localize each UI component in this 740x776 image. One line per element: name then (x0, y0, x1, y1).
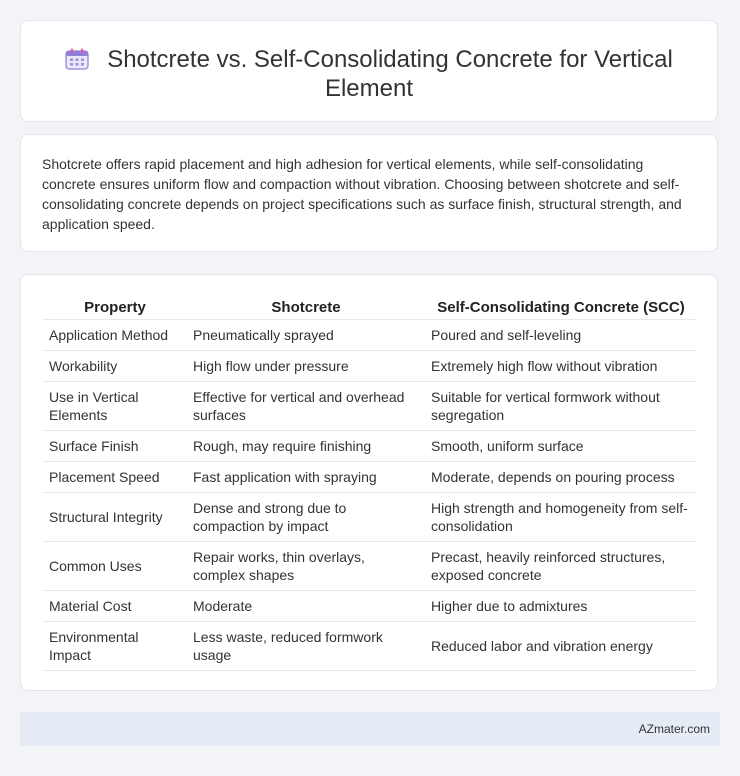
row-shotcrete: High flow under pressure (187, 351, 425, 382)
table-row (43, 462, 697, 493)
row-shotcrete: Less waste, reduced formwork usage (187, 622, 425, 671)
calendar-icon (65, 48, 89, 70)
row-scc: Reduced labor and vibration energy (425, 622, 697, 671)
intro-card (20, 134, 718, 252)
page-title: Shotcrete vs. Self-Consolidating Concrete for Vertical Element (107, 46, 673, 102)
row-shotcrete: Effective for vertical and overhead surfaces (187, 382, 425, 431)
table-header-row (43, 295, 697, 320)
row-scc: Smooth, uniform surface (425, 431, 697, 462)
row-scc: Moderate, depends on pouring process (425, 462, 697, 493)
row-property: Environmental Impact (43, 622, 187, 671)
header-property: Property (43, 295, 187, 320)
table-row (43, 542, 697, 591)
header-scc: Self-Consolidating Concrete (SCC) (425, 295, 697, 320)
row-property: Surface Finish (43, 431, 187, 462)
table-row (43, 493, 697, 542)
row-shotcrete: Fast application with spraying (187, 462, 425, 493)
row-scc: Extremely high flow without vibration (425, 351, 697, 382)
table-row (43, 320, 697, 351)
row-scc: Precast, heavily reinforced structures, exposed concrete (425, 542, 697, 591)
row-shotcrete: Pneumatically sprayed (187, 320, 425, 351)
row-shotcrete: Dense and strong due to compaction by impact (187, 493, 425, 542)
row-scc: Higher due to admixtures (425, 591, 697, 622)
table-row (43, 591, 697, 622)
row-property: Workability (43, 351, 187, 382)
footer-bar (20, 712, 720, 746)
footer-brand: AZmater.com (638, 722, 710, 736)
page-title-row (21, 45, 717, 103)
header-shotcrete: Shotcrete (187, 295, 425, 320)
row-property: Structural Integrity (43, 493, 187, 542)
comparison-table-card (20, 274, 718, 691)
table-row (43, 622, 697, 671)
row-shotcrete: Moderate (187, 591, 425, 622)
row-property: Use in Vertical Elements (43, 382, 187, 431)
row-property: Application Method (43, 320, 187, 351)
table-row (43, 431, 697, 462)
table-row (43, 351, 697, 382)
title-card (20, 20, 718, 122)
row-scc: Suitable for vertical formwork without segregation (425, 382, 697, 431)
row-property: Material Cost (43, 591, 187, 622)
comparison-table (43, 295, 697, 671)
row-shotcrete: Repair works, thin overlays, complex shapes (187, 542, 425, 591)
intro-paragraph: Shotcrete offers rapid placement and high adhesion for vertical elements, while self-consolidating concrete ensures uniform flow and compaction without vibration. Choosing between shotcrete and self-consolidating concrete depends on project specifications such as surface finish, structural strength, and application speed. (42, 156, 682, 232)
row-shotcrete: Rough, may require finishing (187, 431, 425, 462)
table-row (43, 382, 697, 431)
row-property: Common Uses (43, 542, 187, 591)
row-scc: Poured and self-leveling (425, 320, 697, 351)
row-property: Placement Speed (43, 462, 187, 493)
row-scc: High strength and homogeneity from self-consolidation (425, 493, 697, 542)
